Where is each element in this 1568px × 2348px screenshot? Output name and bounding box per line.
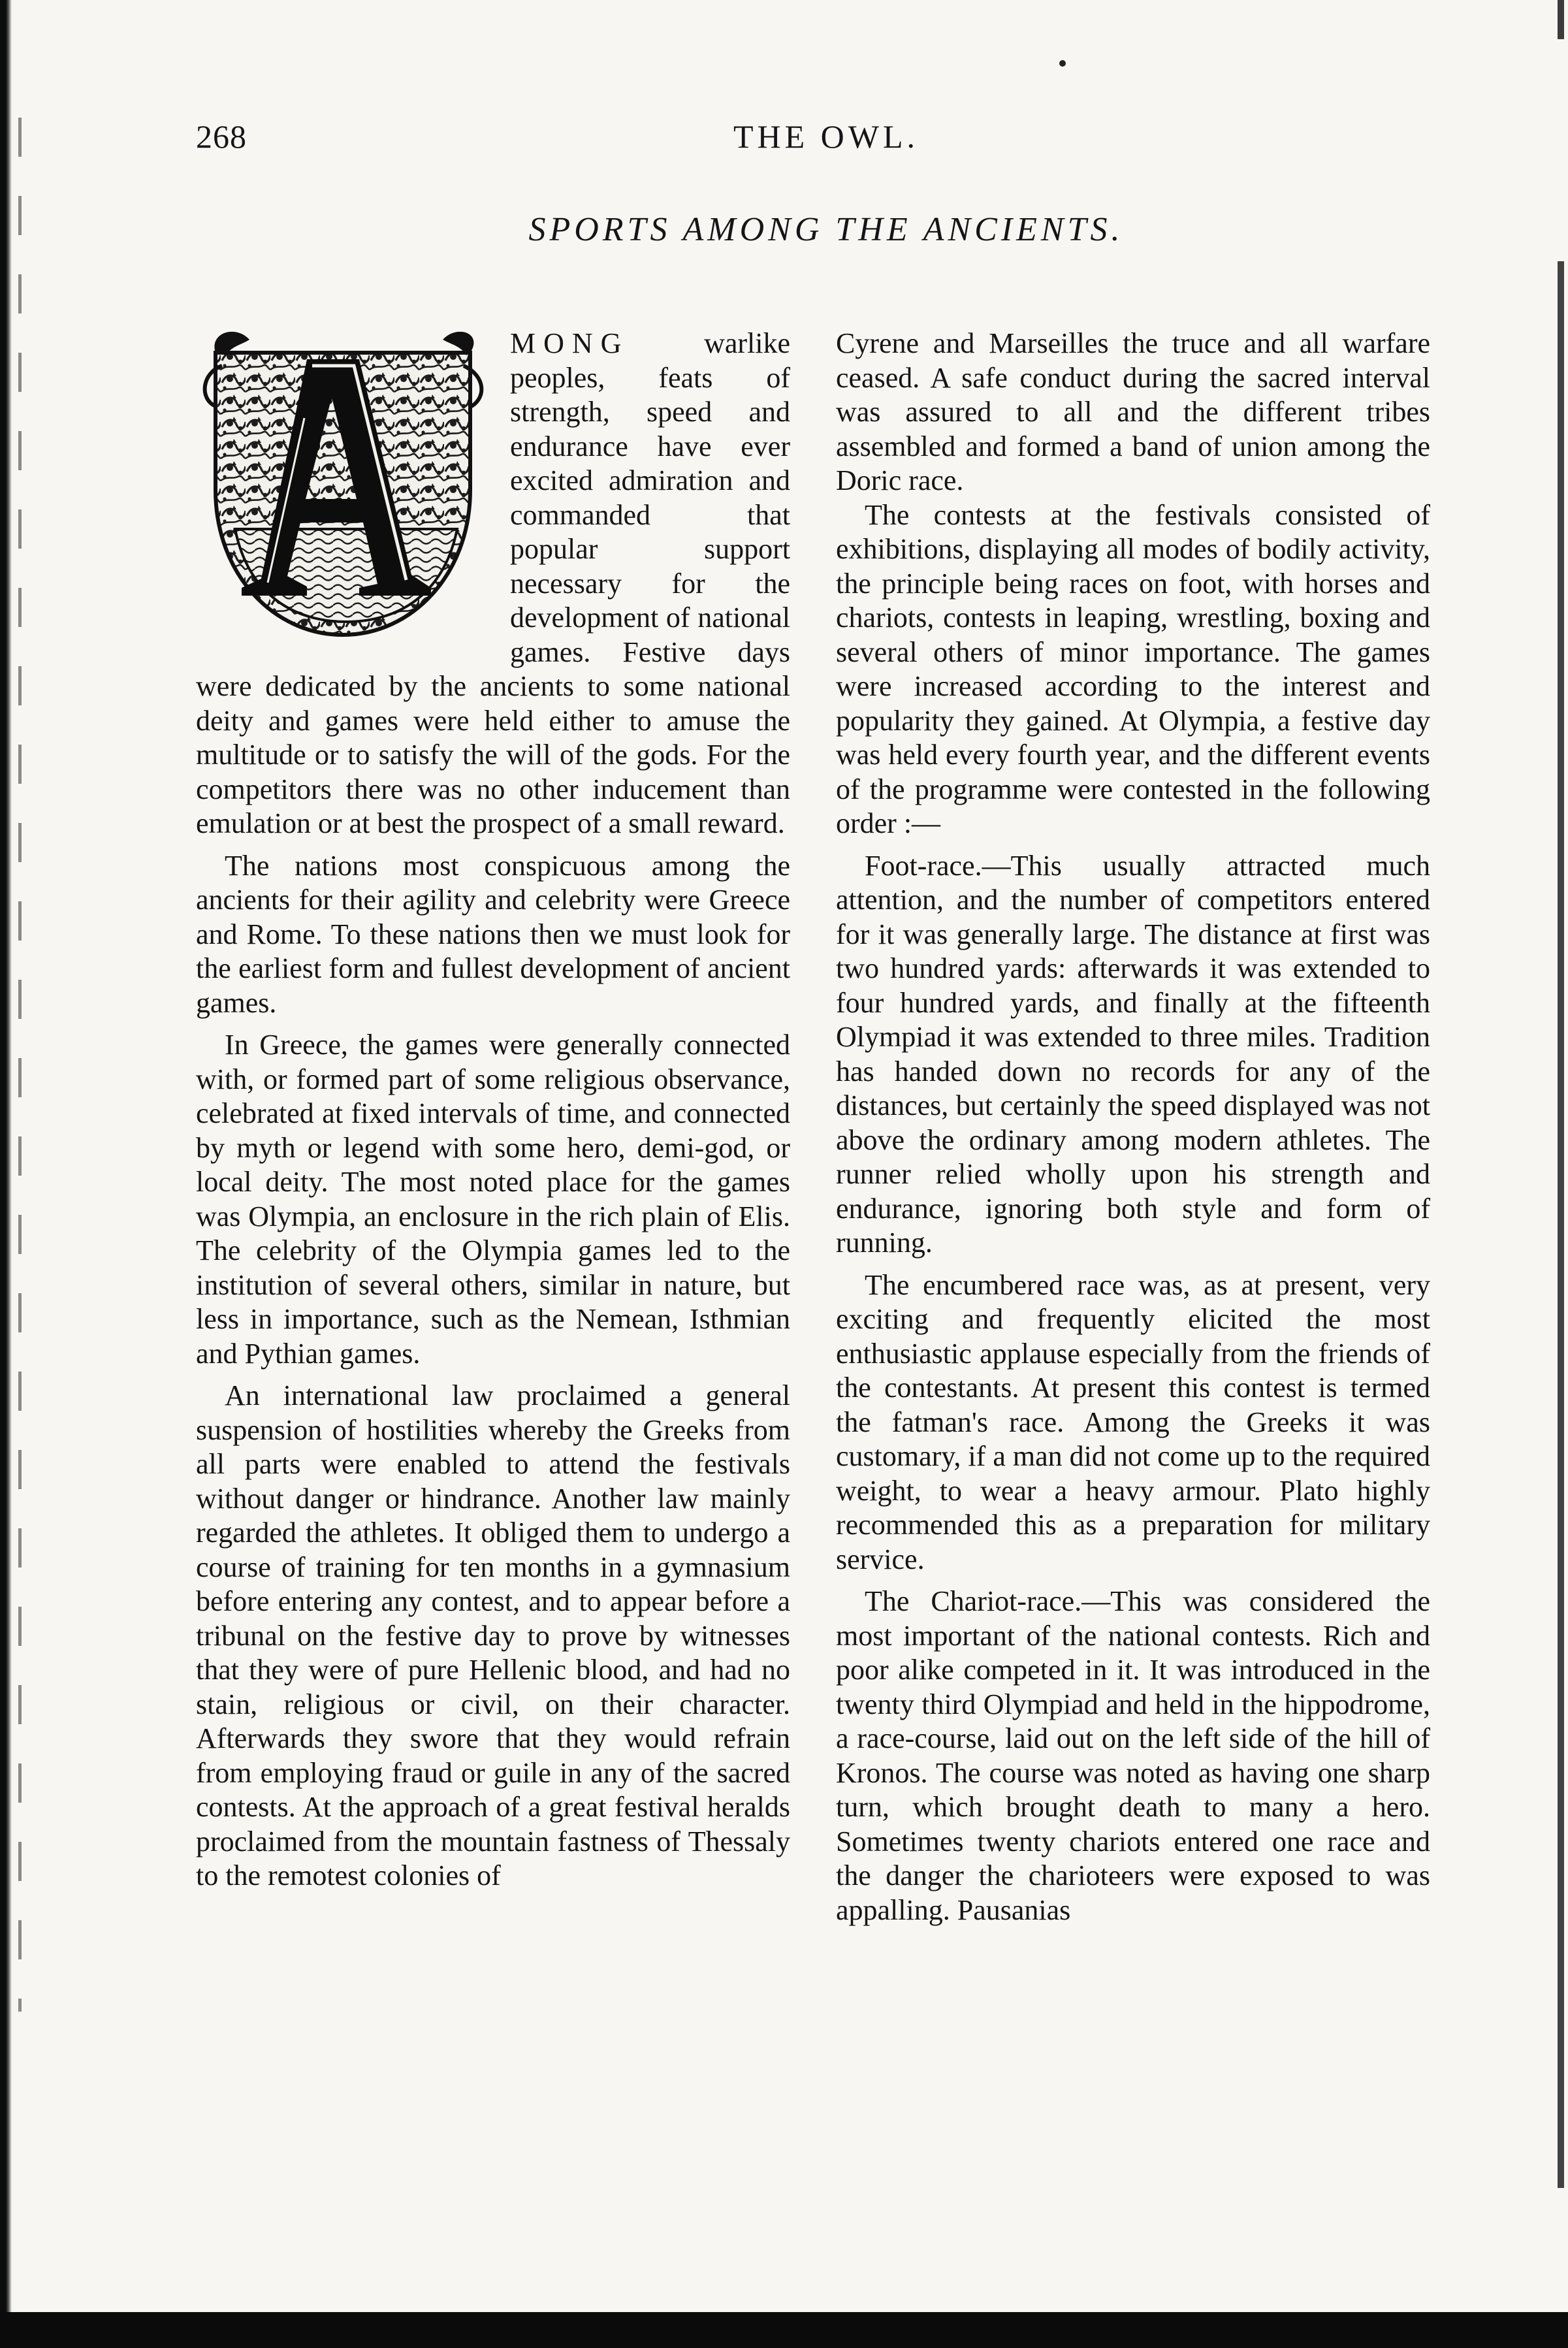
left-column [196,327,790,1893]
scan-edge-bottom [0,2312,1568,2348]
paragraph-1-text: warlike peoples, feats of strength, speed and endurance have ever excited admiration and commanded that popular support necessary for the development of national games. Festive days were dedicated by the ancients to some national deity and games were held either to amuse the multitude or to satisfy the will of the gods. For the competitors there was no other inducement than emulation or at best the prospect of a small reward. [196,327,790,839]
paragraph-6: The contests at the festivals consisted of exhibitions, displaying all modes of bodily activity, the principle being races on foot, with horses and chariots, contests in leaping, wrestling, boxing and several others of minor importance. The games were increased according to the interest and popularity they gained. At Olympia, a festive day was held every fourth year, and the different events of the programme were contested in the following order :— [836,498,1430,839]
opening-word: MONG [510,327,630,359]
paragraph-3: In Greece, the games were generally connected with, or formed part of some religious observance, celebrated at fixed intervals of time, and connected by myth or legend with some hero, demi-god, or local deity. The most noted place for the games was Olympia, an enclosure in the rich plain of Elis. The celebrity of the Olympia games led to the institution of several others, similar in nature, but less in importance, such as the Nemean, Isthmian and Pythian games. [196,1029,790,1370]
paragraph-chariot-race: The Chariot-race.—This was considered the most important of the national contests. Rich and poor alike competed in it. It was introduced in the twenty third Olympiad and held in the hippodrome, a race-course, laid out on the left side of the hill of Kronos. The course was noted as having one sharp turn, which brought death to many a hero. Sometimes twenty chariots entered one race and the danger the charioteers were exposed to was appalling. Pausanias [836,1585,1430,1926]
paragraph-5-continued: Cyrene and Marseilles the truce and all warfare ceased. A safe conduct during the sacred interval was assured to all and the different tribes assembled and formed a band of union among the Doric race. [836,327,1430,496]
paragraph-foot-race: Foot-race.—This usually attracted much attention, and the number of competitors entered for it was generally large. The distance at first was two hundred yards: afterwards it was extended to four hundred yards, and finally at the fifteenth Olympiad it was extended to three miles. Tradition has handed down no records for any of the distances, but certainly the speed displayed was not above the ordinary among modern athletes. The runner relied wholly upon his strength and endurance, ignoring both style and form of running. [836,849,1430,1259]
right-column [836,327,1430,1927]
journal-title: THE OWL. [733,118,920,155]
scan-edge-right [1558,0,1564,2348]
article-title: SPORTS AMONG THE ANCIENTS. [528,211,1124,248]
running-head [196,118,1456,163]
ornamental-drop-cap [196,327,493,652]
scan-edge-marks [18,118,22,2012]
drop-cap-ornament-icon [196,327,493,652]
ink-speck [1059,60,1066,67]
paragraph-2: The nations most conspicuous among the ancients for their agility and celebrity were Greece and Rome. To these nations then we must look for the earliest form and fullest development of ancient games. [196,849,790,1019]
paragraph-encumbered-race: The encumbered race was, as at present, very exciting and frequently elicited the most enthusiastic applause especially from the friends of the contestants. At present this contest is termed the fatman's race. Among the Greeks it was customary, if a man did not come up to the required weight, to wear a heavy armour. Plato highly recommended this as a preparation for military service. [836,1268,1430,1575]
paragraph-4: An international law proclaimed a general suspension of hostilities whereby the Greeks from all parts were enabled to attend the festivals without danger or hindrance. Another law mainly regarded the athletes. It obliged them to undergo a course of training for ten months in a gymnasium before entering any contest, and to appear before a tribunal on the festive day to prove by witnesses that they were of pure Hellenic blood, and had no stain, religious or civil, on their character. Afterwards they swore that they would refrain from employing fraud or guile in any of the sacred contests. At the approach of a great festival heralds proclaimed from the mountain fastness of Thessaly to the remotest colonies of [196,1379,790,1891]
scan-edge-left [0,0,12,2348]
page-number: 268 [196,118,247,155]
